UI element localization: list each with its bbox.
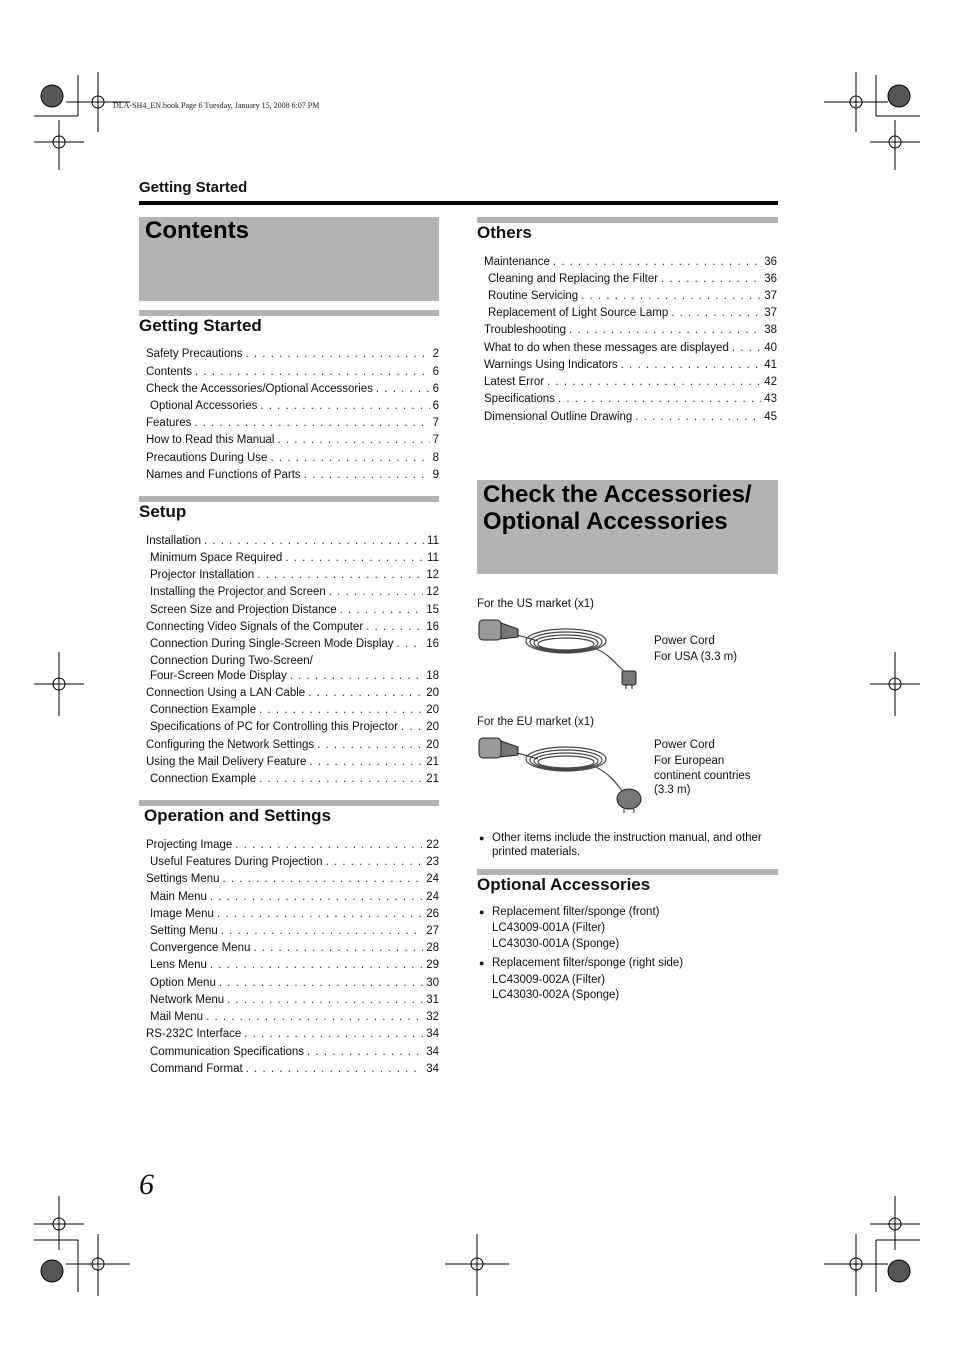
page-number: 6: [139, 1168, 154, 1201]
toc-leader-dots: [259, 773, 423, 785]
us-cord-line1: Power Cord: [654, 635, 715, 647]
eu-power-cord-image: [476, 733, 646, 813]
toc-entry-page: 18: [426, 670, 439, 682]
toc-entry[interactable]: [150, 959, 439, 971]
toc-entry-label: What to do when these messages are displayed: [484, 342, 729, 354]
toc-leader-dots: [217, 908, 423, 920]
toc-entry[interactable]: [146, 383, 439, 395]
us-power-cord-image: [476, 615, 646, 690]
toc-leader-dots: [290, 670, 423, 682]
toc-entry-page: 6: [432, 383, 439, 395]
toc-entry-page: 21: [426, 773, 439, 785]
setup-title: Setup: [139, 502, 187, 521]
toc-entry-label: Minimum Space Required: [150, 552, 283, 564]
toc-entry-page: 34: [426, 1063, 439, 1075]
toc-entry-page: 40: [764, 342, 777, 354]
toc-leader-dots: [661, 273, 761, 285]
toc-entry[interactable]: [150, 1046, 439, 1058]
toc-leader-dots: [376, 383, 430, 395]
toc-entry[interactable]: [146, 452, 439, 464]
toc-entry-page: 20: [426, 687, 439, 699]
eu-cord-line1: Power Cord: [654, 739, 715, 751]
toc-entry-page: 24: [426, 891, 439, 903]
toc-leader-dots: [397, 638, 424, 650]
toc-leader-dots: [366, 621, 423, 633]
toc-entry[interactable]: [146, 348, 439, 360]
toc-entry-page: 22: [426, 839, 439, 851]
toc-entry-label: Connection Example: [150, 704, 257, 716]
toc-entry-label: Precautions During Use: [146, 452, 268, 464]
toc-entry-page: 41: [764, 359, 777, 371]
toc-entry-label: Optional Accessories: [150, 400, 258, 412]
toc-entry[interactable]: [150, 655, 439, 667]
toc-entry-label: Option Menu: [150, 977, 216, 989]
toc-entry-page: 7: [432, 417, 439, 429]
toc-leader-dots: [547, 376, 761, 388]
toc-leader-dots: [401, 721, 423, 733]
toc-entry-page: 15: [426, 604, 439, 616]
toc-entry-page: 42: [764, 376, 777, 388]
toc-entry-page: 45: [764, 411, 777, 423]
toc-entry-label: Features: [146, 417, 192, 429]
toc-entry-page: 43: [764, 393, 777, 405]
toc-entry-page: 31: [426, 994, 439, 1006]
toc-entry-page: 38: [764, 324, 777, 336]
toc-entry[interactable]: [484, 411, 777, 423]
toc-entry-page: 8: [432, 452, 439, 464]
toc-entry-page: 16: [426, 638, 439, 650]
toc-leader-dots: [221, 925, 423, 937]
toc-leader-dots: [309, 756, 423, 768]
toc-entry[interactable]: [150, 977, 439, 989]
toc-entry[interactable]: [146, 469, 439, 481]
toc-entry-page: 21: [426, 756, 439, 768]
toc-entry[interactable]: [150, 908, 439, 920]
optional-side-filter: LC43009-002A (Filter): [492, 974, 606, 986]
optional-side-sponge: LC43030-002A (Sponge): [492, 989, 620, 1001]
toc-entry-label: Settings Menu: [146, 873, 220, 885]
toc-leader-dots: [246, 348, 430, 360]
toc-entry-label: Useful Features During Projection: [150, 856, 323, 868]
toc-entry-label: Specifications of PC for Controlling this Projector: [150, 721, 398, 733]
toc-entry-label: Installing the Projector and Screen: [150, 586, 326, 598]
toc-entry-label: Configuring the Network Settings: [146, 739, 315, 751]
toc-entry-label: Maintenance: [484, 256, 550, 268]
toc-leader-dots: [270, 452, 429, 464]
optional-front-sponge: LC43030-001A (Sponge): [492, 938, 620, 950]
toc-entry-label: Connection During Two-Screen/: [150, 655, 313, 667]
accessories-title-box: [477, 480, 778, 574]
eu-market-label: For the EU market (x1): [477, 716, 594, 728]
toc-entry-page: 11: [427, 535, 439, 547]
toc-leader-dots: [195, 366, 430, 378]
toc-entry-label: Safety Precautions: [146, 348, 243, 360]
toc-entry-page: 7: [432, 434, 439, 446]
toc-entry-label: Using the Mail Delivery Feature: [146, 756, 307, 768]
toc-entry-label: Connection Example: [150, 773, 257, 785]
toc-leader-dots: [285, 552, 424, 564]
header-rule: [139, 201, 778, 205]
toc-entry[interactable]: [150, 704, 439, 716]
toc-leader-dots: [210, 891, 423, 903]
toc-entry-label: Replacement of Light Source Lamp: [488, 307, 669, 319]
toc-entry-page: 20: [426, 704, 439, 716]
getting-started-title: Getting Started: [139, 316, 262, 335]
toc-entry[interactable]: [146, 434, 439, 446]
toc-entry-label: Routine Servicing: [488, 290, 579, 302]
toc-leader-dots: [340, 604, 424, 616]
toc-entry-label: Lens Menu: [150, 959, 207, 971]
toc-entry[interactable]: [484, 359, 777, 371]
toc-entry[interactable]: [150, 994, 439, 1006]
toc-entry[interactable]: [150, 569, 439, 581]
toc-entry-page: 27: [426, 925, 439, 937]
toc-leader-dots: [307, 1046, 423, 1058]
toc-entry-label: Mail Menu: [150, 1011, 204, 1023]
toc-entry[interactable]: [484, 376, 777, 388]
toc-leader-dots: [244, 1028, 423, 1040]
toc-entry-label: How to Read this Manual: [146, 434, 275, 446]
toc-entry-page: 12: [426, 586, 439, 598]
toc-entry[interactable]: [150, 586, 439, 598]
toc-entry-page: 6: [432, 400, 439, 412]
toc-entry-page: 12: [426, 569, 439, 581]
accessories-note-line1: ● Other items include the instruction manual, and other: [492, 830, 762, 846]
toc-leader-dots: [227, 994, 423, 1006]
toc-entry[interactable]: [146, 873, 439, 885]
toc-leader-dots: [277, 434, 429, 446]
eu-cord-line3: continent countries: [654, 770, 751, 782]
toc-leader-dots: [304, 469, 430, 481]
eu-cord-line2: For European: [654, 755, 725, 767]
book-meta: DLA-SH4_EN.book Page 6 Tuesday, January 15, 2008 6:07 PM: [113, 101, 320, 110]
toc-entry[interactable]: [146, 1028, 439, 1040]
toc-entry[interactable]: [150, 400, 439, 412]
toc-entry-label: Setting Menu: [150, 925, 218, 937]
toc-entry[interactable]: [150, 638, 439, 650]
toc-entry-page: 24: [426, 873, 439, 885]
toc-entry-label: Command Format: [150, 1063, 243, 1075]
contents-title-box: [139, 217, 439, 301]
toc-entry-page: 6: [432, 366, 439, 378]
toc-entry-page: 28: [426, 942, 439, 954]
toc-entry-label: Dimensional Outline Drawing: [484, 411, 633, 423]
toc-entry[interactable]: [150, 721, 439, 733]
toc-leader-dots: [260, 400, 429, 412]
contents-title: Contents: [145, 217, 249, 244]
toc-entry-label: Network Menu: [150, 994, 225, 1006]
toc-entry[interactable]: [488, 307, 777, 319]
toc-leader-dots: [308, 687, 423, 699]
toc-entry[interactable]: [150, 891, 439, 903]
toc-entry-label: Warnings Using Indicators: [484, 359, 618, 371]
toc-leader-dots: [553, 256, 761, 268]
toc-entry[interactable]: [150, 604, 439, 616]
toc-entry[interactable]: [150, 1063, 439, 1075]
toc-entry-page: 20: [426, 739, 439, 751]
toc-leader-dots: [257, 569, 423, 581]
toc-entry-page: 36: [764, 256, 777, 268]
toc-leader-dots: [204, 535, 424, 547]
toc-entry[interactable]: [488, 290, 777, 302]
toc-entry[interactable]: [150, 942, 439, 954]
toc-leader-dots: [635, 411, 761, 423]
toc-entry[interactable]: [484, 256, 777, 268]
toc-entry-label: Check the Accessories/Optional Accessories: [146, 383, 373, 395]
toc-entry-page: 16: [426, 621, 439, 633]
toc-entry-page: 29: [426, 959, 439, 971]
toc-leader-dots: [581, 290, 761, 302]
toc-entry[interactable]: [488, 273, 777, 285]
toc-entry[interactable]: [146, 839, 439, 851]
others-title: Others: [477, 223, 532, 242]
toc-entry-label: Projector Installation: [150, 569, 255, 581]
accessories-note-line2: printed materials.: [492, 846, 581, 858]
toc-leader-dots: [246, 1063, 424, 1075]
toc-leader-dots: [732, 342, 761, 354]
toc-entry[interactable]: [146, 687, 439, 699]
running-section-title: Getting Started: [139, 179, 248, 196]
toc-entry-page: 9: [432, 469, 439, 481]
toc-entry-page: 20: [426, 721, 439, 733]
optional-front: ● Replacement filter/sponge (front): [492, 904, 659, 920]
toc-leader-dots: [223, 873, 424, 885]
toc-leader-dots: [210, 959, 423, 971]
toc-entry-label: Connecting Video Signals of the Computer: [146, 621, 364, 633]
toc-entry[interactable]: [484, 324, 777, 336]
operation-title: Operation and Settings: [144, 806, 332, 825]
toc-entry[interactable]: [146, 621, 439, 633]
toc-entry-label: Communication Specifications: [150, 1046, 305, 1058]
toc-entry-label: Four-Screen Mode Display: [150, 670, 287, 682]
toc-entry-page: 2: [432, 348, 439, 360]
toc-leader-dots: [235, 839, 423, 851]
toc-leader-dots: [558, 393, 761, 405]
accessories-title-line1: Check the Accessories/: [483, 481, 752, 508]
toc-leader-dots: [194, 417, 429, 429]
toc-entry-label: RS-232C Interface: [146, 1028, 242, 1040]
toc-entry-label: Projecting Image: [146, 839, 233, 851]
toc-entry-label: Connection Using a LAN Cable: [146, 687, 306, 699]
toc-leader-dots: [259, 704, 423, 716]
toc-entry-page: 32: [426, 1011, 439, 1023]
toc-leader-dots: [206, 1011, 423, 1023]
optional-title: Optional Accessories: [477, 875, 651, 894]
toc-leader-dots: [621, 359, 761, 371]
eu-cord-line4: (3.3 m): [654, 784, 691, 796]
us-cord-line2: For USA (3.3 m): [654, 651, 738, 663]
toc-entry-page: 37: [764, 307, 777, 319]
toc-entry[interactable]: [150, 670, 439, 682]
toc-entry[interactable]: [146, 739, 439, 751]
toc-entry[interactable]: [150, 1011, 439, 1023]
toc-leader-dots: [219, 977, 423, 989]
toc-entry[interactable]: [146, 366, 439, 378]
toc-entry-label: Cleaning and Replacing the Filter: [488, 273, 659, 285]
toc-leader-dots: [569, 324, 761, 336]
toc-entry[interactable]: [150, 552, 439, 564]
toc-entry[interactable]: [150, 773, 439, 785]
optional-side: ● Replacement filter/sponge (right side): [492, 955, 683, 971]
accessories-title-line2: Optional Accessories: [483, 508, 728, 535]
toc-entry-page: 36: [764, 273, 777, 285]
toc-entry-page: 34: [426, 1028, 439, 1040]
optional-front-filter: LC43009-001A (Filter): [492, 922, 606, 934]
toc-entry-page: 23: [426, 856, 439, 868]
toc-entry[interactable]: [146, 756, 439, 768]
toc-entry-label: Convergence Menu: [150, 942, 251, 954]
toc-entry-label: Troubleshooting: [484, 324, 567, 336]
toc-entry[interactable]: [484, 393, 777, 405]
toc-entry[interactable]: [146, 417, 439, 429]
toc-entry-label: Contents: [146, 366, 193, 378]
toc-entry[interactable]: [484, 342, 777, 354]
toc-entry-page: 30: [426, 977, 439, 989]
toc-entry-label: Connection During Single-Screen Mode Display: [150, 638, 394, 650]
toc-entry-label: Names and Functions of Parts: [146, 469, 301, 481]
toc-entry-label: Specifications: [484, 393, 555, 405]
toc-entry-label: Image Menu: [150, 908, 214, 920]
toc-entry-label: Screen Size and Projection Distance: [150, 604, 337, 616]
toc-leader-dots: [329, 586, 423, 598]
toc-leader-dots: [317, 739, 423, 751]
toc-entry-page: 34: [426, 1046, 439, 1058]
toc-entry[interactable]: [150, 925, 439, 937]
toc-entry-label: Main Menu: [150, 891, 207, 903]
toc-entry-page: 11: [427, 552, 439, 564]
toc-leader-dots: [671, 307, 761, 319]
toc-entry[interactable]: [150, 856, 439, 868]
toc-leader-dots: [253, 942, 423, 954]
toc-leader-dots: [326, 856, 424, 868]
toc-entry-label: Installation: [146, 535, 201, 547]
toc-entry-page: 26: [426, 908, 439, 920]
toc-entry-page: 37: [764, 290, 777, 302]
toc-entry-label: Latest Error: [484, 376, 545, 388]
us-market-label: For the US market (x1): [477, 598, 594, 610]
toc-entry[interactable]: [146, 535, 439, 547]
